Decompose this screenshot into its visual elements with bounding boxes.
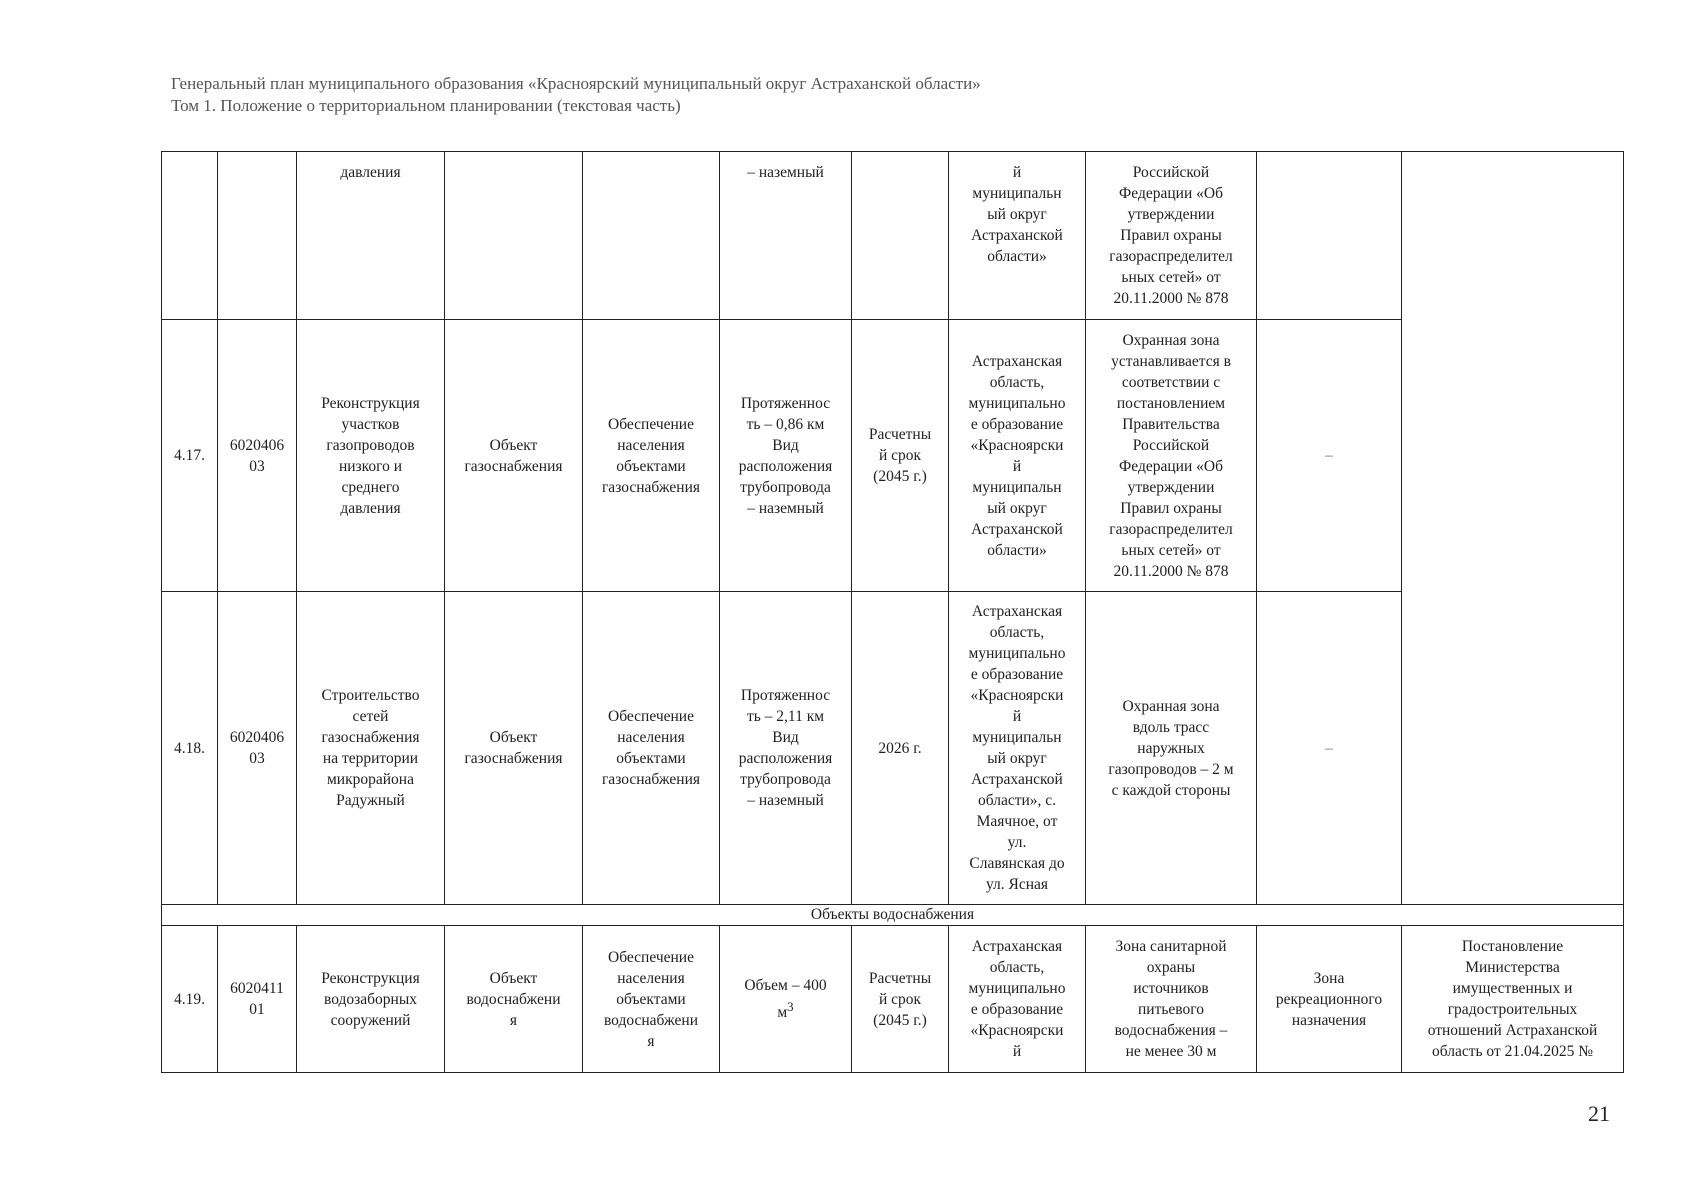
cell-characteristics: Протяженнос ть – 0,86 км Вид расположения трубопровода – наземный — [720, 320, 852, 592]
cell-location: Астраханская область, муниципально е образование «Красноярски й муниципальн ый округ Астраханской области» — [949, 320, 1086, 592]
header-line-1: Генеральный план муниципального образования «Красноярский муниципальный округ Астраханской области» — [171, 74, 981, 93]
cell-location: Астраханская область, муниципально е образование «Красноярски й муниципальн ый округ Астраханской области», с. Маячное, от ул. Славянская до ул. Ясная — [949, 592, 1086, 905]
cell-characteristics: Протяженнос ть – 2,11 км Вид расположения трубопровода – наземный — [720, 592, 852, 905]
cell-code — [218, 152, 297, 320]
cell-term — [852, 152, 949, 320]
cell-name: Реконструкция участков газопроводов низкого и среднего давления — [297, 320, 445, 592]
cell-characteristics: – наземный — [720, 152, 852, 320]
cell-zone: Зона санитарной охраны источников питьевого водоснабжения – не менее 30 м — [1086, 926, 1257, 1073]
cell-type: Объект газоснабжения — [445, 320, 583, 592]
header-line-2: Том 1. Положение о территориальном планировании (текстовая часть) — [171, 96, 681, 115]
cell-location: й муниципальн ый округ Астраханской области» — [949, 152, 1086, 320]
cell-purpose: Обеспечение населения объектами газоснабжения — [583, 320, 720, 592]
cell-note: Постановление Министерства имущественных и градостроительных отношений Астраханской область от 21.04.2025 № — [1402, 926, 1624, 1073]
characteristics-text: Объем – 400 м — [744, 976, 827, 1022]
cell-term: 2026 г. — [852, 592, 949, 905]
cell-name: давления — [297, 152, 445, 320]
table-row-4-19 — [162, 926, 1624, 1073]
cell-code: 6020406 03 — [218, 592, 297, 905]
superscript-cubic: 3 — [787, 998, 794, 1014]
cell-purpose — [583, 152, 720, 320]
cell-name: Строительство сетей газоснабжения на территории микрорайона Радужный — [297, 592, 445, 905]
planning-table — [161, 151, 1624, 1073]
cell-type — [445, 152, 583, 320]
cell-note-empty — [1402, 152, 1624, 905]
cell-zone: Охранная зона вдоль трасс наружных газопроводов – 2 м с каждой стороны — [1086, 592, 1257, 905]
cell-code: 6020406 03 — [218, 320, 297, 592]
cell-functional-zone: Зона рекреационного назначения — [1257, 926, 1402, 1073]
cell-location: Астраханская область, муниципально е образование «Красноярски й — [949, 926, 1086, 1073]
cell-purpose: Обеспечение населения объектами газоснабжения — [583, 592, 720, 905]
cell-code: 6020411 01 — [218, 926, 297, 1073]
document-header — [171, 73, 981, 117]
cell-num: 4.17. — [162, 320, 218, 592]
cell-num: 4.19. — [162, 926, 218, 1073]
cell-functional-zone: – — [1257, 592, 1402, 905]
section-title: Объекты водоснабжения — [162, 905, 1624, 926]
cell-functional-zone — [1257, 152, 1402, 320]
cell-purpose: Обеспечение населения объектами водоснабжени я — [583, 926, 720, 1073]
cell-term: Расчетны й срок (2045 г.) — [852, 926, 949, 1073]
cell-name: Реконструкция водозаборных сооружений — [297, 926, 445, 1073]
cell-term: Расчетны й срок (2045 г.) — [852, 320, 949, 592]
page-number: 21 — [1588, 1101, 1610, 1126]
cell-zone: Российской Федерации «Об утверждении Правил охраны газораспределител ьных сетей» от 20.11.2000 № 878 — [1086, 152, 1257, 320]
cell-zone: Охранная зона устанавливается в соответствии с постановлением Правительства Российской Федерации «Об утверждении Правил охраны газораспределител ьных сетей» от 20.11.2000 № 878 — [1086, 320, 1257, 592]
table-section-header — [162, 905, 1624, 926]
cell-characteristics — [720, 926, 852, 1073]
cell-num — [162, 152, 218, 320]
cell-type: Объект водоснабжени я — [445, 926, 583, 1073]
cell-functional-zone: – — [1257, 320, 1402, 592]
table-row-continuation — [162, 152, 1624, 320]
cell-num: 4.18. — [162, 592, 218, 905]
cell-type: Объект газоснабжения — [445, 592, 583, 905]
